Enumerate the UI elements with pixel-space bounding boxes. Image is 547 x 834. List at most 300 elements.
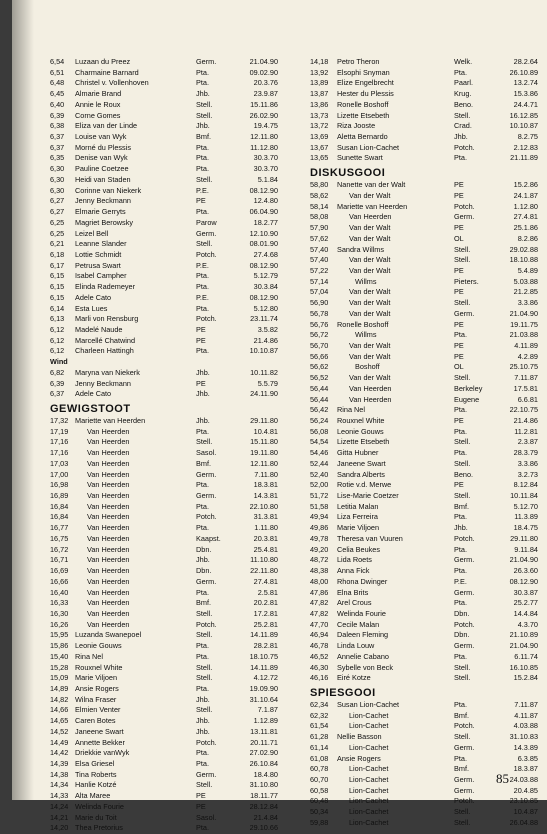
result-performance: 47,70 [310, 619, 329, 629]
athlete-name: Rouxnel White [75, 662, 123, 672]
result-date: 11.10.80 [250, 555, 278, 565]
result-venue: Pta. [196, 501, 209, 511]
result-venue: Sasol. [196, 448, 217, 458]
result-date: 22.10.75 [509, 405, 538, 415]
result-row [310, 523, 538, 534]
result-venue: Pta. [454, 598, 467, 608]
result-venue: P.E. [196, 260, 209, 270]
result-row [50, 588, 278, 599]
result-venue: Stell. [454, 373, 471, 383]
result-date: 10.4.81 [253, 426, 278, 436]
result-venue: Crad. [454, 121, 472, 131]
athlete-name: Thea Pretorius [75, 823, 123, 833]
result-performance: 15,28 [50, 662, 69, 672]
result-row [310, 405, 538, 416]
gewigstoot-heading: GEWIGSTOOT [50, 403, 131, 415]
result-date: 27.4.81 [513, 212, 538, 222]
result-venue: Pta. [196, 142, 209, 152]
result-date: 21.10.89 [509, 630, 538, 640]
result-venue: Jhb. [196, 555, 210, 565]
result-performance: 17,03 [50, 458, 69, 468]
result-performance: 50,34 [310, 807, 329, 817]
result-date: 6.3.85 [517, 753, 538, 763]
athlete-name: Van der Walt [349, 340, 391, 350]
result-date: 26.04.88 [509, 817, 538, 827]
result-date: 18.3.81 [253, 480, 278, 490]
athlete-name: Willms [355, 276, 377, 286]
athlete-name: Marcellé Chatwind [75, 335, 136, 345]
athlete-name: Annette Bekker [75, 737, 125, 747]
result-performance: 6,15 [50, 292, 65, 302]
athlete-name: Charmaine Barnard [75, 67, 139, 77]
result-date: 19.11.80 [250, 448, 278, 458]
result-performance: 56,08 [310, 426, 329, 436]
result-performance: 16,69 [50, 566, 69, 576]
athlete-name: Lion-Cachet [349, 710, 389, 720]
result-performance: 14,21 [50, 812, 69, 822]
result-venue: Potch. [454, 201, 475, 211]
result-row [50, 121, 278, 132]
result-venue: Pta. [196, 426, 209, 436]
result-venue: Germ. [196, 491, 217, 501]
result-row [310, 555, 538, 566]
result-performance: 46,78 [310, 641, 329, 651]
result-row [50, 502, 278, 513]
athlete-name: Ansie Rogers [337, 753, 381, 763]
result-date: 7.11.87 [514, 699, 538, 709]
athlete-name: Celia Beukes [337, 544, 380, 554]
athlete-name: Lion-Cachet [349, 721, 389, 731]
result-date: 19.4.75 [253, 121, 278, 131]
athlete-name: Louise van Wyk [75, 132, 127, 142]
result-row [50, 78, 278, 89]
result-venue: Dbn. [454, 608, 470, 618]
result-venue: PE [454, 319, 464, 329]
result-date: 31.10.80 [249, 780, 278, 790]
athlete-name: Rouxnel White [337, 416, 385, 425]
result-date: 14.4.84 [513, 608, 538, 618]
result-performance: 13,87 [310, 89, 329, 99]
athlete-name: Lida Roets [337, 555, 372, 565]
result-row [50, 304, 278, 315]
athlete-name: Van Heerden [87, 501, 130, 511]
result-date: 1.11.80 [254, 523, 278, 533]
result-date: 5.5.79 [257, 378, 278, 388]
athlete-name: Van Heerden [87, 448, 130, 458]
athlete-name: Linda Louw [337, 641, 375, 651]
result-performance: 16,84 [50, 512, 69, 522]
result-date: 12.4.80 [253, 196, 278, 206]
result-row [310, 502, 538, 513]
result-date: 20.4.85 [513, 785, 538, 795]
athlete-name: Christel v. Vollenhoven [75, 78, 149, 88]
result-performance: 60,58 [310, 785, 329, 795]
athlete-name: Sunette Swart [337, 153, 383, 163]
result-row [310, 818, 538, 829]
result-date: 21.04.90 [249, 57, 278, 66]
result-venue: Stell. [196, 110, 213, 120]
athlete-name: Van der Walt [349, 287, 391, 297]
result-performance: 59,88 [310, 817, 329, 827]
athlete-name: Van der Walt [349, 233, 391, 243]
result-performance: 51,58 [310, 501, 329, 511]
result-date: 20.3.81 [253, 533, 278, 543]
result-venue: Germ. [454, 555, 475, 565]
result-venue: Pta. [454, 699, 467, 709]
result-date: 1.12.89 [253, 716, 278, 726]
result-row [50, 336, 278, 347]
result-performance: 15,86 [50, 641, 69, 651]
result-date: 17.5.81 [513, 383, 538, 393]
long-jump-results-list [50, 57, 278, 357]
result-performance: 58,14 [310, 201, 329, 211]
result-performance: 16,72 [50, 544, 69, 554]
result-venue: Paarl. [454, 78, 474, 88]
result-performance: 6,40 [50, 99, 65, 109]
result-row [310, 588, 538, 599]
athlete-name: Elinda Rademeyer [75, 282, 136, 292]
athlete-name: Letitia Malan [337, 501, 379, 511]
athlete-name: Welinda Fourie [75, 801, 124, 811]
athlete-name: Willms [355, 330, 377, 340]
result-venue: Pta. [454, 405, 467, 415]
result-date: 16.10.85 [509, 662, 538, 672]
athlete-name: Van Heerden [87, 533, 130, 543]
result-date: 28.2.64 [513, 57, 538, 66]
result-date: 2.5.81 [257, 587, 278, 597]
result-venue: PE [196, 378, 206, 388]
result-date: 10.11.82 [250, 367, 278, 377]
result-date: 24.4.71 [513, 99, 538, 109]
result-performance: 51,72 [310, 491, 329, 501]
result-venue: Stell. [454, 298, 471, 308]
result-venue: Germ. [196, 576, 217, 586]
result-date: 06.04.90 [249, 207, 278, 217]
athlete-name: Van der Walt [349, 265, 391, 275]
result-performance: 57,40 [310, 244, 329, 254]
result-date: 27.4.68 [253, 249, 278, 259]
result-date: 5.1.84 [257, 174, 278, 184]
result-row [310, 384, 538, 395]
athlete-name: Mariette van Heerden [75, 416, 146, 425]
result-performance: 6,35 [50, 153, 65, 163]
result-date: 2.12.83 [513, 142, 538, 152]
athlete-name: Tina Roberts [75, 769, 117, 779]
athlete-name: Leonie Gouws [337, 426, 384, 436]
athlete-name: Van Heerden [87, 598, 130, 608]
athlete-name: Isabel Campher [75, 271, 127, 281]
result-date: 08.01.90 [249, 239, 278, 249]
athlete-name: Driekkie vanWyk [75, 748, 130, 758]
result-date: 28.2.81 [253, 641, 278, 651]
result-date: 14.11.89 [250, 630, 278, 640]
result-performance: 15,95 [50, 630, 69, 640]
result-date: 29.02.88 [509, 244, 538, 254]
athlete-name: Elsa Griesel [75, 759, 115, 768]
result-venue: Stell. [454, 244, 471, 254]
result-row [310, 609, 538, 620]
athlete-name: Van Heerden [87, 608, 130, 618]
result-row [310, 796, 538, 807]
result-performance: 6,39 [50, 378, 65, 388]
result-row [310, 786, 538, 797]
result-date: 2.3.87 [517, 437, 538, 447]
result-row [50, 630, 278, 641]
result-venue: Stell. [196, 239, 213, 249]
result-venue: Jhb. [196, 416, 210, 425]
athlete-name: Corne Gomes [75, 110, 121, 120]
result-row [50, 57, 278, 68]
result-performance: 56,42 [310, 405, 329, 415]
result-venue: Bmf. [196, 132, 211, 142]
athlete-name: Riza Jooste [337, 121, 376, 131]
result-date: 4.11.89 [514, 340, 538, 350]
result-venue: Sasol. [196, 812, 217, 822]
result-venue: Potch. [454, 721, 475, 731]
athlete-name: Van der Walt [349, 223, 391, 233]
result-date: 3.2.73 [517, 469, 538, 479]
diskusgooi-heading: DISKUSGOOI [310, 167, 386, 180]
result-date: 08.12.90 [249, 260, 278, 270]
result-date: 4.12.72 [253, 673, 278, 683]
result-performance: 6,13 [50, 314, 65, 324]
result-date: 12.11.80 [250, 132, 278, 142]
result-venue: Eugene [454, 394, 480, 404]
result-date: 30.3.87 [513, 587, 538, 597]
result-performance: 6,48 [50, 78, 65, 88]
result-row [50, 566, 278, 577]
athlete-name: Theresa van Vuuren [337, 533, 403, 543]
result-date: 7.11.80 [254, 469, 278, 479]
result-row [50, 791, 278, 802]
result-date: 21.2.85 [513, 287, 538, 297]
result-performance: 6,21 [50, 239, 65, 249]
result-venue: Pta. [454, 448, 467, 458]
athlete-name: Esta Lues [75, 303, 108, 313]
result-performance: 14,82 [50, 694, 69, 704]
result-performance: 6,82 [50, 367, 65, 377]
athlete-name: Charleen Hattingh [75, 346, 134, 356]
result-venue: Jhb. [454, 523, 468, 533]
result-row [310, 362, 538, 373]
result-row [50, 759, 278, 770]
athlete-name: Van Heerden [87, 480, 130, 490]
result-date: 10.11.84 [510, 491, 538, 501]
result-row [310, 512, 538, 523]
result-date: 10.10.87 [249, 346, 278, 356]
result-venue: Potch. [454, 796, 475, 806]
athlete-name: Van Heerden [87, 587, 130, 597]
result-venue: Stell. [454, 817, 471, 827]
result-row [310, 743, 538, 754]
result-performance: 6,27 [50, 196, 65, 206]
result-date: 26.10.89 [509, 67, 538, 77]
result-venue: Stell. [196, 608, 213, 618]
result-row [50, 132, 278, 143]
right-column [310, 57, 538, 829]
result-date: 5.12.79 [253, 271, 278, 281]
result-row [50, 68, 278, 79]
result-row [310, 89, 538, 100]
result-row [310, 78, 538, 89]
result-performance: 56,44 [310, 394, 329, 404]
result-row [50, 89, 278, 100]
result-date: 4.2.89 [517, 351, 538, 361]
result-performance: 6,38 [50, 121, 65, 131]
result-venue: Stell. [454, 732, 471, 742]
result-date: 4.11.87 [514, 710, 538, 720]
result-date: 26.3.60 [513, 566, 538, 576]
result-date: 4.03.88 [513, 721, 538, 731]
result-row [310, 266, 538, 277]
result-date: 21.04.90 [509, 641, 538, 651]
result-row [310, 223, 538, 234]
result-row [310, 287, 538, 298]
result-venue: PE [454, 180, 464, 190]
result-performance: 14,38 [50, 769, 69, 779]
result-venue: Pta. [196, 164, 209, 174]
result-date: 8.2.86 [517, 233, 538, 243]
athlete-name: Rotie v.d. Merwe [337, 480, 392, 490]
athlete-name: Janeene Swart [75, 726, 124, 736]
result-date: 25.10.75 [509, 362, 538, 372]
result-row [50, 325, 278, 336]
athlete-name: Janeene Swart [337, 458, 386, 468]
athlete-name: Ronelle Boshoff [337, 99, 389, 109]
result-date: 21.4.86 [253, 335, 278, 345]
result-date: 08.12.90 [249, 292, 278, 302]
result-venue: Stell. [196, 780, 213, 790]
result-venue: Dbn. [196, 544, 212, 554]
athlete-name: Van der Walt [349, 373, 391, 383]
result-row [310, 212, 538, 223]
result-performance: 14,52 [50, 726, 69, 736]
result-row [310, 754, 538, 765]
result-date: 3.3.86 [517, 298, 538, 308]
athlete-name: Petro Theron [337, 57, 380, 66]
athlete-name: Leonie Gouws [75, 641, 122, 651]
result-performance: 56,66 [310, 351, 329, 361]
athlete-name: Elmien Venter [75, 705, 121, 715]
spiesgooi-heading: SPIESGOOI [310, 686, 376, 699]
result-row [50, 545, 278, 556]
result-venue: Dbn. [454, 630, 470, 640]
result-performance: 16,98 [50, 480, 69, 490]
result-venue: Bmf. [196, 458, 211, 468]
result-row [50, 802, 278, 813]
result-row [50, 470, 278, 481]
result-row [50, 459, 278, 470]
result-venue: Jhb. [196, 726, 210, 736]
athlete-name: Pauline Coetzee [75, 164, 129, 174]
result-row [310, 652, 538, 663]
athlete-name: Leanne Slander [75, 239, 127, 249]
result-venue: Krug. [454, 89, 472, 99]
athlete-name: Ansie Rogers [75, 683, 119, 693]
result-row [310, 721, 538, 732]
result-venue: Potch. [196, 512, 217, 522]
athlete-name: Sandra Willms [337, 244, 385, 254]
athlete-name: Boshoff [355, 362, 380, 372]
result-row [310, 395, 538, 406]
result-date: 15.11.86 [250, 99, 278, 109]
result-performance: 14,39 [50, 759, 69, 768]
athlete-name: Eliza van der Linde [75, 121, 138, 131]
result-performance: 49,94 [310, 512, 329, 522]
result-performance: 56,62 [310, 362, 329, 372]
athlete-name: Lion-Cachet [349, 785, 389, 795]
result-performance: 56,78 [310, 308, 329, 318]
result-date: 27.02.90 [249, 748, 278, 758]
result-row [50, 261, 278, 272]
result-performance: 6,18 [50, 249, 65, 259]
result-performance: 60,78 [310, 764, 329, 774]
result-row [310, 577, 538, 588]
result-row [50, 609, 278, 620]
result-performance: 61,08 [310, 753, 329, 763]
result-row [50, 218, 278, 229]
result-row [50, 250, 278, 261]
result-row [50, 111, 278, 122]
result-row [310, 111, 538, 122]
result-row [310, 711, 538, 722]
result-date: 21.03.88 [509, 330, 538, 340]
result-row [50, 748, 278, 759]
result-row [310, 480, 538, 491]
result-performance: 58,62 [310, 190, 329, 200]
page-number: 85 [496, 771, 509, 786]
result-venue: Germ. [196, 769, 217, 779]
athlete-name: Lion-Cachet [349, 817, 389, 827]
result-venue: Pta. [196, 282, 209, 292]
result-venue: Potch. [454, 142, 475, 152]
result-venue: Jhb. [196, 89, 210, 99]
result-venue: Stell. [196, 662, 213, 672]
result-venue: Potch. [196, 737, 217, 747]
result-date: 10.4.87 [513, 807, 538, 817]
result-venue: Germ. [196, 228, 217, 238]
result-performance: 60,70 [310, 775, 329, 784]
result-performance: 61,14 [310, 742, 329, 752]
result-venue: Potch. [196, 314, 217, 324]
athlete-name: Marie Viljoen [337, 523, 380, 533]
result-performance: 61,28 [310, 732, 329, 742]
result-row [310, 663, 538, 674]
result-row [310, 234, 538, 245]
result-date: 24.03.88 [509, 775, 538, 784]
athlete-name: Lise-Marie Coetzer [337, 491, 399, 501]
result-performance: 57,04 [310, 287, 329, 297]
result-performance: 46,52 [310, 651, 329, 661]
athlete-name: Van der Walt [349, 308, 391, 318]
result-date: 12.11.80 [250, 458, 278, 468]
result-row [310, 630, 538, 641]
result-row [50, 705, 278, 716]
athlete-name: Van Heerden [349, 394, 392, 404]
result-venue: PE [454, 190, 464, 200]
result-performance: 13,86 [310, 99, 329, 109]
result-performance: 13,89 [310, 78, 329, 88]
result-row [310, 255, 538, 266]
result-date: 1.12.80 [513, 201, 538, 211]
result-venue: Pta. [196, 346, 209, 356]
result-date: 18.3.87 [513, 764, 538, 774]
result-date: 17.2.81 [253, 608, 278, 618]
result-date: 5.03.88 [513, 276, 538, 286]
result-date: 29.11.80 [510, 533, 538, 543]
result-row [50, 523, 278, 534]
result-row [50, 207, 278, 218]
